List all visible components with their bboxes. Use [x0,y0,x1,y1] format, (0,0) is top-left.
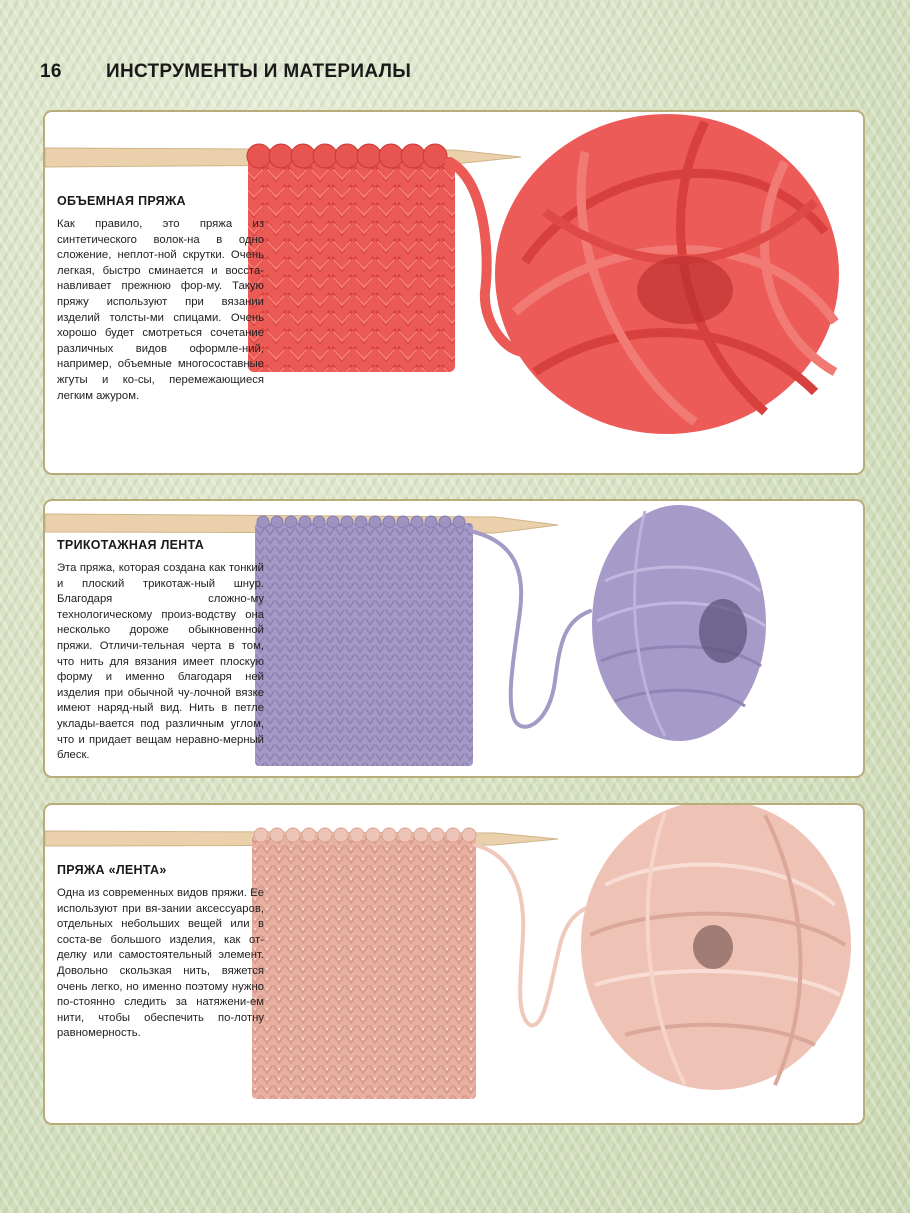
section-title: ТРИКОТАЖНАЯ ЛЕНТА [57,538,205,552]
page-number: 16 [40,61,62,82]
yarn-ball [495,114,839,434]
section-text [57,538,264,764]
yarn-strand [475,845,595,1025]
section-title: ПРЯЖА «ЛЕНТА» [57,863,167,877]
section-bulky-yarn [43,110,865,475]
section-ribbon-yarn [43,803,865,1125]
section-body: Эта пряжа, которая создана как тонкий и плоский трикотаж-ный шнур. Благодаря сложно-му технологическому произ-водству она несколько дороже обыкновенной пряжи. Отличи-тельная черта в том, что нить для вязания имеет плоскую форму и именно благодаря ней изделия при обычной чу-лочной вязке имеют наряд-ный вид. Нить в петле уклады-вается под различным углом, что и придает вещам неравно-мерный блеск. [57,562,264,762]
yarn-ball [592,505,766,741]
section-text [57,863,264,1042]
cast-on-loops [257,516,465,528]
knit-swatch [255,523,473,766]
section-body: Одна из современных видов пряжи. Ее используют при вя-зании аксессуаров, отдельных небольших вещей или в соста-ве большого изделия, как от-делку или самостоятельный элемент. Довольно скользкая нить, вяжется очень легко, но именно поэтому нужно по-стоянно следить за натяжени-ем нити, чтобы обеспечить по-лотну равномерность. [57,887,264,1040]
section-title: ОБЪЕМНАЯ ПРЯЖА [57,194,186,208]
section-knit-tape [43,499,865,778]
knit-swatch [252,835,476,1099]
section-text [57,194,264,404]
cast-on-loops [247,144,447,168]
yarn-strand [470,531,590,727]
yarn-ball [581,805,851,1090]
section-body: Как правило, это пряжа из синтетического волок-на в одно сложение, неплот-ной скрутки. Очень легкая, быстро сминается и восста-навливает прежнюю фор-му. Такую пряжу используют при вязании изделий толсты-ми спицами. Очень хорошо будет смотреться сочетание различных видов оформле-ний, например, объемные многосоставные жгуты и ко-сы, перемежающиеся легким ажуром. [57,218,264,402]
page-title: ИНСТРУМЕНТЫ И МАТЕРИАЛЫ [106,61,412,82]
knit-swatch [248,157,455,372]
page-header [40,61,411,83]
